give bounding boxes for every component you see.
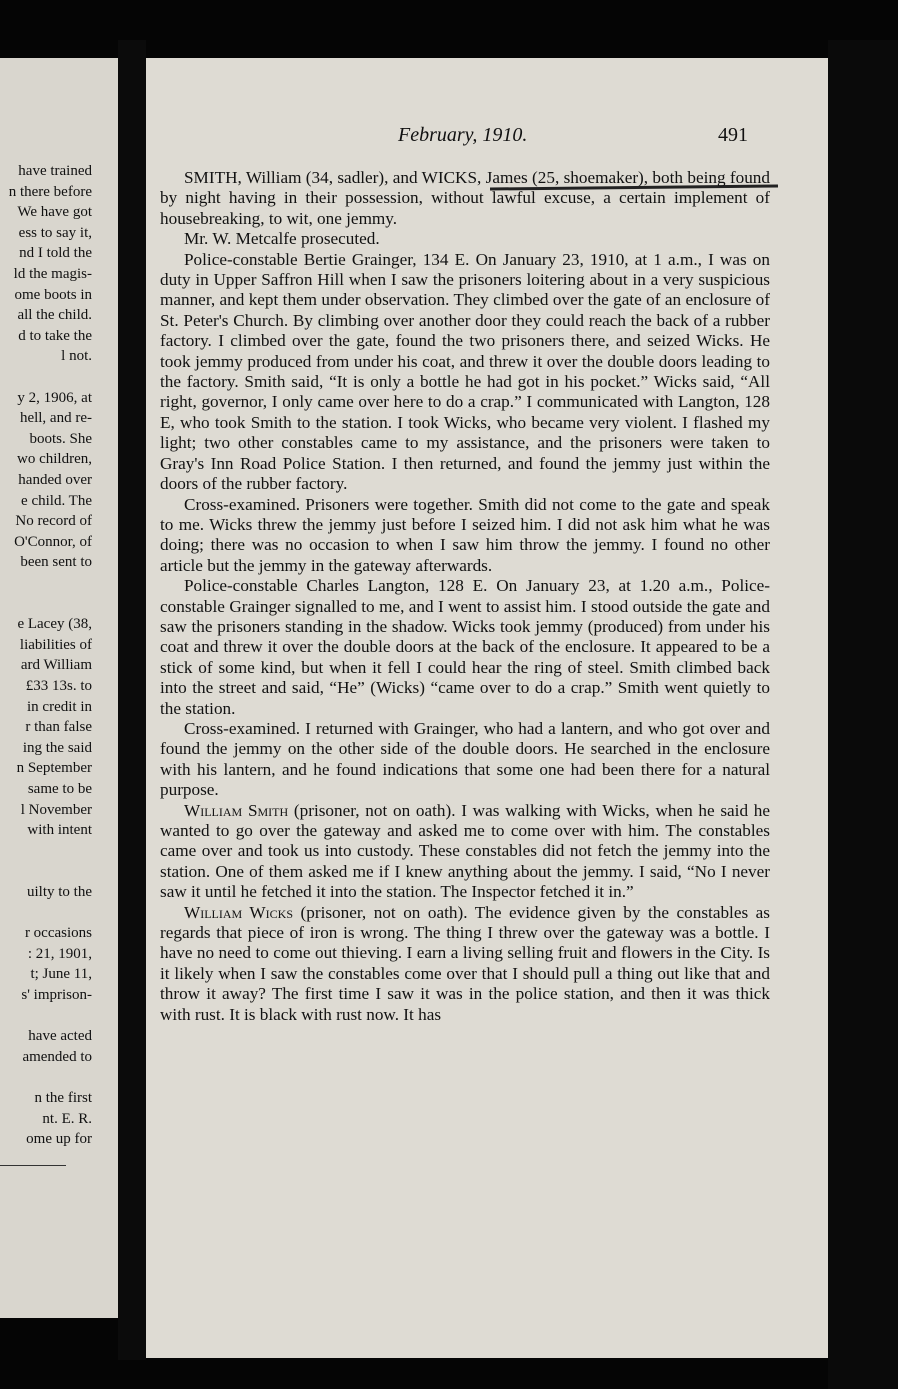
left-page-line: same to be <box>27 781 92 797</box>
left-page-line: with intent <box>27 822 92 839</box>
left-page-line: l November <box>20 801 92 818</box>
left-page-line: O'Connor, of <box>14 533 92 550</box>
left-page-line: s' imprison- <box>21 987 92 1003</box>
document-body <box>160 168 770 1025</box>
left-page-line: have acted <box>28 1028 92 1045</box>
left-page-line: e child. The <box>21 492 92 509</box>
left-page-line: wo children, <box>17 451 92 468</box>
left-page-line: n September <box>16 760 92 777</box>
paragraph <box>160 576 770 719</box>
left-page-line: d to take the <box>18 327 92 344</box>
left-page-line: handed over <box>18 472 92 488</box>
paragraph <box>160 250 770 495</box>
left-page-line: : 21, 1901, <box>27 945 92 962</box>
left-page-line: boots. She <box>29 430 92 447</box>
left-page-line: ard William <box>20 657 92 674</box>
paragraph <box>160 719 770 801</box>
left-page-line: have trained <box>18 163 92 179</box>
paragraph-text: Cross-examined. I returned with Grainger, who had a lantern, and who got over and found the jemmy on the other side of the double doors. He searched in the enclosure with his lantern, and he found indications that some one had been there for a natural purpose. <box>160 718 770 800</box>
left-page-line: n there before <box>8 183 92 200</box>
paragraph <box>160 495 770 577</box>
left-page-line: hell, and re- <box>19 410 92 427</box>
left-page-line: r than false <box>25 719 92 736</box>
left-page-line: r occasions <box>24 925 92 942</box>
paragraph-text: Mr. W. Metcalfe prosecuted. <box>184 229 380 249</box>
left-page-line: £33 13s. to <box>25 678 92 694</box>
paragraph-text: Police-constable Charles Langton, 128 E. On January 23, at 1.20 a.m., Police-constable Grainger signalled to me, and I went to assist him. I stood outside the gate and saw the prisoners standing in the shadow. Wicks took jemmy (produced) from under his coat and threw it over the double doors at the back of the enclosure. It appeared to be a stick of some kind, but when it fell I could hear the ring of steel. Smith climbed back into the street and said, “He” (Wicks) “came over to do a crap.” Smith went quietly to the station. <box>160 576 770 718</box>
paragraph <box>160 801 770 903</box>
left-page-line: n the first <box>34 1090 92 1106</box>
left-page-line: uilty to the <box>27 884 92 900</box>
left-page-line: all the child. <box>17 307 92 324</box>
left-page-line: been sent to <box>20 554 92 571</box>
left-page-line: l not. <box>61 348 92 365</box>
running-header: February, 1910. <box>398 124 528 146</box>
paragraph-text: SMITH, William (34, sadler), and WICKS, James (25, shoemaker), both being found by night having in their possession, without lawful excuse, a certain implement of housebreaking, to wit, one jemmy. <box>160 168 770 228</box>
left-page-line: e Lacey (38, <box>17 616 92 633</box>
paragraph <box>160 229 770 249</box>
speaker-name: William Wicks <box>184 902 293 922</box>
speaker-name: William Smith <box>184 800 289 820</box>
left-page-line: ing the said <box>22 739 92 756</box>
left-page-line: ld the magis- <box>13 266 92 282</box>
left-page-line: ome up for <box>26 1131 92 1148</box>
paragraph <box>160 168 770 229</box>
paragraph-text: Cross-examined. Prisoners were together. Smith did not come to the gate and speak to me. Wicks threw the jemmy just before I seized him. I did not ask him what he was doing; there was no occasion to when I saw him throw the jemmy. I found no other article but the jemmy in the gateway afterwards. <box>160 494 770 575</box>
paragraph-text: (prisoner, not on oath). I was walking with Wicks, when he said he wanted to go over the gateway and asked me to come over with him. The constables came over and took us into custody. These constables did not fetch the jemmy into the station. One of them asked me if I knew anything about the jemmy. I said, “No I never saw it until he fetched it into the station. The Inspector fetched it in.” <box>160 800 770 902</box>
left-page-line: nd I told the <box>19 245 92 262</box>
left-page-line: ome boots in <box>14 286 92 303</box>
left-page-line: t; June 11, <box>30 966 92 983</box>
left-page-line: in credit in <box>27 698 92 715</box>
left-page-line: liabilities of <box>19 636 92 653</box>
left-page-line: ess to say it, <box>18 224 92 241</box>
page-edge-shadow <box>828 40 898 1389</box>
page-number: 491 <box>718 124 748 146</box>
paragraph <box>160 903 770 1025</box>
left-page-margin <box>0 58 118 1318</box>
left-page-line: y 2, 1906, at <box>17 389 92 406</box>
paragraph-text: (prisoner, not on oath). The evidence given by the constables as regards that piece of iron is wrong. The thing I threw over the gateway was a bottle. I have no need to come out thieving. I earn a living selling fruit and flowers in the City. Is it likely when I saw the constables come over that I should pull a thing out like that and throw it away? The first time I saw it was in the police station, and then it was thick with rust. It is black with rust now. It has <box>160 902 770 1024</box>
left-page-line: We have got <box>17 204 92 221</box>
book-gutter <box>118 40 146 1360</box>
left-page-line: No record of <box>15 513 92 530</box>
paragraph-text: Police-constable Bertie Grainger, 134 E. On January 23, 1910, at 1 a.m., I was on duty in Upper Saffron Hill when I saw the prisoners loitering about in a very suspicious manner, and kept them under observation. They climbed over the gate of an enclosure of St. Peter's Church. By climbing over another door they could reach the back of a rubber factory. I climbed over the gate, found the two prisoners there, and seized Wicks. He took jemmy produced from under his coat, and threw it over the double doors leading to the factory. Smith said, “It is only a bottle he had got in his pocket.” Wicks said, “All right, governor, I only came over here to do a crap.” I communicated with Langton, 128 E, who took Smith to the station. I took Wicks, who became very violent. I flashed my light; two other constables came to my assistance, and the prisoners were taken to Gray's Inn Road Police Station. I then returned, and found the jemmy just within the doors of the rubber factory. <box>160 249 770 494</box>
left-page-line: nt. E. R. <box>42 1110 92 1127</box>
left-page-rule <box>0 1165 66 1166</box>
left-page-line: amended to <box>22 1048 92 1065</box>
